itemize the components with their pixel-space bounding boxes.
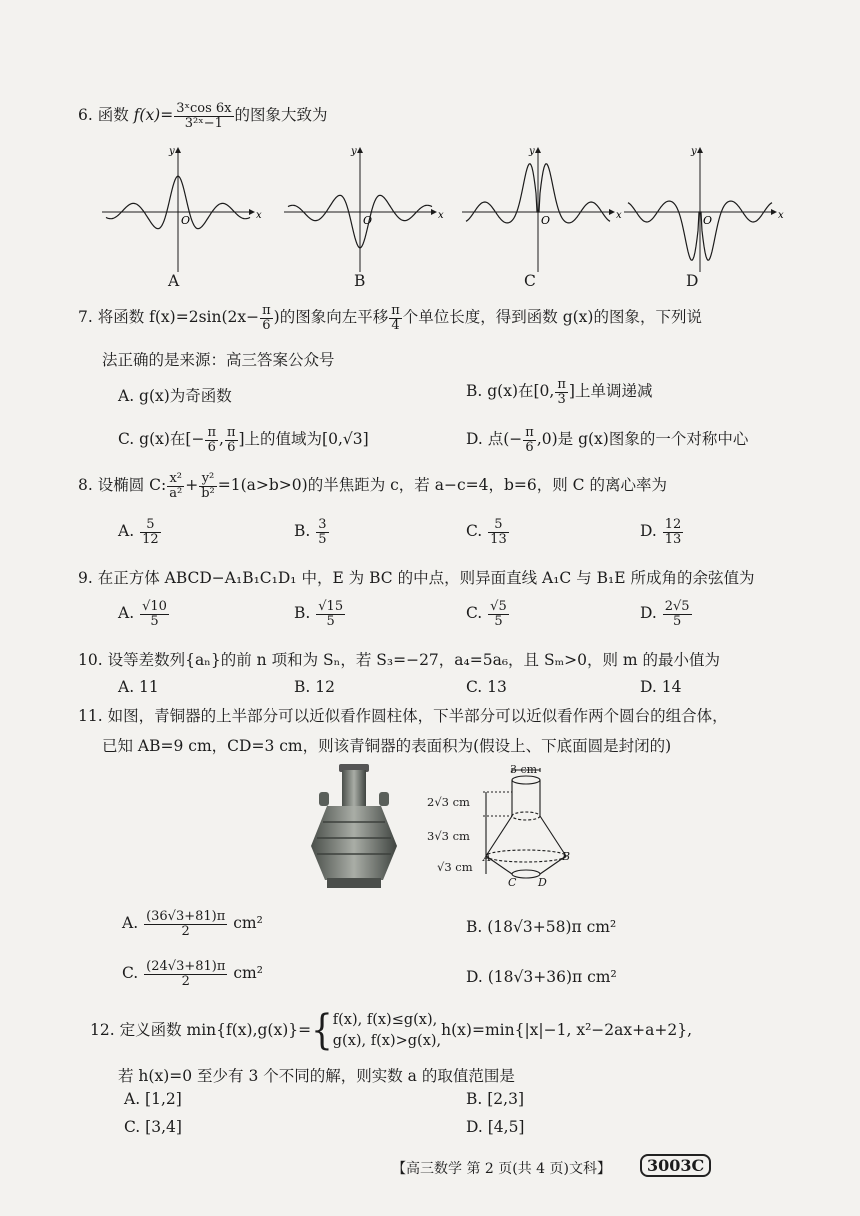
fig-point-c: C (508, 876, 517, 889)
frac (523, 426, 536, 454)
q7-frac-pi4 (389, 304, 402, 332)
q10-option-b: B. 12 (294, 678, 335, 696)
q10-stem: 10. 设等差数列{aₙ}的前 n 项和为 Sₙ，若 S₃=−27，a₄=5a₆，且 Sₘ>0，则 m 的最小值为 (78, 651, 721, 669)
frac (663, 518, 684, 546)
frac (488, 518, 509, 546)
q6-den: 3²ˣ−1 (184, 115, 223, 131)
opt-label: C. (122, 964, 139, 983)
q8-frac-x (167, 472, 184, 500)
q9-option-a (118, 600, 170, 628)
opt-text: C. g(x)在[− (118, 430, 205, 449)
q7-frac-pi6 (260, 304, 273, 332)
opt-label: C. (466, 604, 483, 623)
frac-num: y² (199, 472, 217, 487)
q7-option-c (118, 426, 369, 454)
frac-den: 5 (150, 613, 159, 629)
opt-text: , (219, 430, 224, 449)
q12-option-a: A. [1,2] (124, 1090, 182, 1108)
q9-stem: 9. 在正方体 ABCD−A₁B₁C₁D₁ 中，E 为 BC 的中点，则异面直线 A₁C 与 B₁E 所成角的余弦值为 (78, 569, 755, 587)
q9-option-d (640, 600, 693, 628)
opt-text: ]上单调递减 (568, 382, 653, 401)
origin-label: O (363, 214, 373, 227)
frac (316, 600, 345, 628)
q9-option-b (294, 600, 346, 628)
q8-stem (78, 472, 667, 500)
q12-option-d: D. [4,5] (466, 1118, 525, 1136)
frac-den: 4 (391, 317, 400, 333)
x-axis-label: x (616, 210, 622, 221)
q7-text: 7. 将函数 f(x)=2sin(2x− (78, 308, 260, 327)
graph-label-b: B (354, 272, 366, 290)
frac-num: (24√3+81)π (146, 959, 226, 974)
q6-stem (78, 102, 328, 130)
q8-text-post: =1(a>b>0)的半焦距为 c，若 a−c=4，b=6，则 C 的离心率为 (217, 476, 667, 495)
opt-label: C. (466, 522, 483, 541)
frac-num: 12 (664, 517, 682, 532)
q7-stem-line2: 法正确的是来源：高三答案公众号 (102, 351, 335, 369)
q7-option-a: A. g(x)为奇函数 (118, 387, 232, 405)
graph-b (284, 146, 444, 272)
q8-option-c (466, 518, 510, 546)
frac-den: 12 (142, 531, 159, 547)
q12-stem (90, 1007, 693, 1056)
q12-brace: { (311, 1007, 333, 1056)
frac-num: π (226, 425, 236, 440)
opt-label: B. (294, 604, 311, 623)
opt-unit: cm² (233, 964, 263, 983)
bronze-vessel-photo (305, 762, 405, 892)
frac-num: 5 (140, 518, 161, 533)
frac-den: 5 (318, 531, 327, 547)
frac-den: 6 (207, 439, 216, 455)
opt-label: A. (118, 604, 135, 623)
frac-den: 6 (525, 439, 534, 455)
frac-num: √15 (318, 599, 344, 614)
y-axis-label: y (691, 146, 697, 157)
q6-graphs (90, 140, 784, 290)
frac-num: π (262, 303, 271, 318)
q6-text: 6. 函数 (78, 106, 134, 125)
opt-label: D. (640, 522, 657, 541)
q6-fraction (174, 102, 233, 130)
opt-label: A. (118, 522, 135, 541)
q11-stem-line1: 11. 如图，青铜器的上半部分可以近似看作圆柱体，下半部分可以近似看作两个圆台的组合体， (78, 707, 728, 725)
frac-den: 13 (664, 531, 682, 547)
fig-point-b: B (562, 850, 571, 863)
q11-option-c (122, 960, 263, 988)
frac (144, 960, 227, 988)
opt-text: B. g(x)在[0, (466, 382, 555, 401)
frac-num: (36√3+81)π (146, 909, 226, 924)
graph-label-c: C (524, 272, 536, 290)
frac-num: 2√5 (664, 599, 690, 614)
graph-d (624, 146, 784, 272)
q11-option-b: B. (18√3+58)π cm² (466, 918, 617, 936)
q7-text-post: 个单位长度，得到函数 g(x)的图象，下列说 (402, 308, 702, 327)
fig-label-top: 3 cm (510, 763, 538, 776)
frac-num: 5 (488, 518, 509, 533)
opt-label: A. (122, 914, 139, 933)
frac (225, 426, 238, 454)
q7-option-b (466, 378, 652, 406)
y-axis-label: y (529, 146, 535, 157)
q12-text-post: h(x)=min{|x|−1, x²−2ax+a+2}, (441, 1021, 693, 1040)
q6-func: f(x)= (133, 106, 174, 125)
frac (663, 600, 692, 628)
frac-num: √10 (142, 599, 167, 614)
frac-den: 13 (490, 531, 507, 547)
fig-label-h2: 3√3 cm (427, 829, 470, 843)
paper-code: 3003C (640, 1154, 711, 1177)
frac-den: 5 (673, 613, 682, 629)
frac (555, 378, 568, 406)
q9-option-c (466, 600, 510, 628)
opt-text: D. 点(− (466, 430, 523, 449)
q12-option-c: C. [3,4] (124, 1118, 182, 1136)
frac-den: 5 (326, 613, 335, 629)
q8-option-b (294, 518, 330, 546)
frac-num: x² (167, 472, 184, 487)
frac-den: a² (169, 485, 183, 501)
graph-label-a: A (168, 272, 180, 290)
q11-option-d: D. (18√3+36)π cm² (466, 968, 617, 986)
frac-den: 2 (181, 973, 190, 989)
frac-num: π (525, 425, 534, 440)
frac (140, 518, 161, 546)
q12-case2: g(x), f(x)>g(x), (332, 1033, 442, 1050)
fig-point-a: A (483, 851, 491, 864)
frac-num: π (391, 303, 400, 318)
q6-num: 3ˣcos 6x (176, 101, 232, 116)
q8-plus: + (185, 476, 199, 495)
page-footer: 【高三数学 第 2 页(共 4 页)文科】 (392, 1161, 611, 1177)
q12-text: 12. 定义函数 min{f(x),g(x)}= (90, 1021, 312, 1040)
opt-text: ]上的值域为[0,√3] (238, 430, 369, 449)
q7-text-mid: )的图象向左平移 (273, 308, 389, 327)
frac-den: 3 (557, 391, 566, 407)
q6-text-post: 的图象大致为 (234, 106, 328, 125)
q7-stem-line1 (78, 304, 702, 332)
opt-label: D. (640, 604, 657, 623)
q10-option-d: D. 14 (640, 678, 682, 696)
graph-label-d: D (686, 272, 699, 290)
q11-stem-line2: 已知 AB=9 cm，CD=3 cm，则该青铜器的表面积为(假设上、下底面圆是封闭的) (102, 737, 672, 755)
q8-option-d (640, 518, 684, 546)
y-axis-label: y (169, 146, 175, 157)
q7-option-d (466, 426, 748, 454)
q8-frac-y (199, 472, 217, 500)
q10-option-c: C. 13 (466, 678, 507, 696)
opt-text: ,0)是 g(x)图象的一个对称中心 (536, 430, 749, 449)
q12-stem-line2: 若 h(x)=0 至少有 3 个不同的解，则实数 a 的取值范围是 (118, 1067, 515, 1085)
graph-a (102, 146, 262, 272)
x-axis-label: x (438, 210, 444, 221)
fig-label-h1: 2√3 cm (427, 795, 470, 809)
frac (205, 426, 218, 454)
x-axis-label: x (256, 210, 262, 221)
origin-label: O (541, 214, 551, 227)
frac-den: b² (201, 485, 215, 501)
frac-den: 6 (262, 317, 271, 333)
graph-c (462, 146, 622, 272)
q12-option-b: B. [2,3] (466, 1090, 524, 1108)
q12-cases (333, 1010, 441, 1052)
fig-label-h3: √3 cm (437, 860, 473, 874)
opt-unit: cm² (233, 914, 263, 933)
frac-den: 5 (494, 613, 503, 629)
y-axis-label: y (351, 146, 357, 157)
frac (316, 518, 328, 546)
q11-option-a (122, 910, 263, 938)
frac-den: 2 (181, 923, 190, 939)
opt-label: B. (294, 522, 311, 541)
frac (140, 600, 169, 628)
x-axis-label: x (778, 210, 784, 221)
fig-point-d: D (538, 876, 547, 889)
frac-den: 6 (227, 439, 236, 455)
q10-option-a: A. 11 (118, 678, 159, 696)
frac-num: π (557, 377, 566, 392)
frac-num: √5 (490, 599, 507, 614)
frac-num: π (207, 425, 217, 440)
frac (144, 910, 227, 938)
q8-text: 8. 设椭圆 C: (78, 476, 167, 495)
frac (488, 600, 509, 628)
origin-label: O (181, 214, 191, 227)
origin-label: O (703, 214, 713, 227)
frac-num: 3 (318, 517, 327, 532)
q12-case1: f(x), f(x)≤g(x), (332, 1012, 438, 1028)
q8-option-a (118, 518, 162, 546)
